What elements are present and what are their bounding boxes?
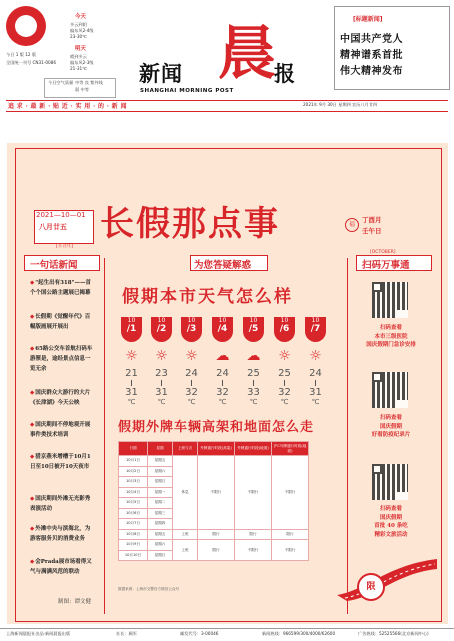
date-cell: 10月7日 [119, 519, 148, 530]
date-cell: 10月1日 [119, 456, 148, 467]
footer-item: 上海新闻晨报社出品·新闻晨报出版 [6, 631, 71, 636]
column-header: 上班与否 [173, 442, 198, 456]
qr-code-icon[interactable] [372, 464, 408, 500]
weather-day [274, 317, 295, 406]
news-item[interactable]: ◆外滩中央与滨海北，为游客服务贝的消费业务 [30, 526, 91, 542]
temp-high: 32 [278, 387, 291, 398]
weather-day [181, 317, 202, 406]
news-item[interactable]: ◆国庆期间外滩无光影秀表演活动 [30, 496, 91, 512]
bullet-icon: ◆ [30, 280, 35, 286]
table-row [119, 456, 309, 467]
masthead-english: SHANGHAI MORNING POST [140, 88, 234, 94]
ground-cell: 限行 [235, 529, 272, 540]
elevated-cell: 不限行 [198, 456, 235, 530]
bullet-icon: ◆ [30, 346, 35, 352]
sun-icon: ☼ [155, 348, 168, 364]
footer-item: 社长：顾军 [116, 631, 137, 636]
weather-today-line: 多云到阴 [70, 22, 87, 27]
partly-cloudy-icon: ☁ [246, 348, 261, 364]
column-header: 外牌通行时段(地面) [235, 442, 272, 456]
bullet-icon: ◆ [30, 422, 35, 428]
temp-low: 25 [278, 368, 291, 379]
elevated-cell: 限行 [198, 540, 235, 561]
date-cell: 10月3日 [119, 477, 148, 488]
temp-unit: ℃ [249, 398, 258, 406]
date-cell: 10月10日 [119, 550, 148, 561]
news-item[interactable]: ◆国庆群众大游行的大片《长津湖》今天公映 [30, 390, 91, 406]
day-flag: 10 /3 [181, 317, 202, 342]
date-cell: 10月8日 [119, 529, 148, 540]
weather-tomorrow-label: 明天 [75, 46, 87, 52]
column-divider [104, 258, 105, 614]
bullet-icon: ◆ [30, 496, 35, 502]
day-flag: 10 /1 [121, 317, 142, 342]
lunar-day: 壬午日 [362, 227, 382, 235]
headline-tag: [标题新闻] [353, 16, 383, 23]
weather-day [243, 317, 264, 406]
weekday-cell: 星期四 [148, 519, 173, 530]
feature-banner: 长假那点事 [100, 204, 280, 244]
temp-high: 31 [155, 387, 168, 398]
editor-credit: 制图：谭文健 [58, 599, 92, 605]
gregorian-date: 2021—10—01 [36, 211, 86, 219]
weekday-cell: 星期五 [148, 456, 173, 467]
temp-high: 31 [125, 387, 138, 398]
work-status-cell: 上班 [173, 529, 198, 540]
table-row [119, 540, 309, 551]
footer-item: 新闻热线：966599/300/4000/62600 [262, 631, 336, 636]
temp-unit: ℃ [157, 398, 166, 406]
footer-item: 广告热线：52525566(北京新闻中心) [358, 631, 429, 636]
lunar-date: 八月廿五 [39, 222, 67, 231]
ground-cell: 不限行 [235, 540, 272, 561]
weekday-cell: 星期日 [148, 477, 173, 488]
headline-link[interactable]: 伟大精神发布 [340, 66, 403, 77]
column-header: 日期 [119, 442, 148, 456]
bullet-icon: ◆ [30, 390, 35, 396]
date-cell: 10月6日 [119, 508, 148, 519]
road-illustration [337, 555, 437, 601]
date-cell: 10月4日 [119, 487, 148, 498]
weather-day [151, 317, 172, 406]
right-column-title: 扫码万事通 [362, 260, 410, 271]
ground-cell: 不限行 [235, 456, 272, 530]
c-plate-cell: 不限行 [272, 456, 309, 530]
sun-icon: ☼ [278, 348, 291, 364]
issue-date: 2021年 9月 30日 星期四 农历八月廿四 [303, 102, 378, 107]
temp-unit: ℃ [187, 398, 196, 406]
bullet-icon: ◆ [30, 314, 35, 320]
lunar-month: 丁酉月 [362, 216, 382, 224]
weather-tomorrow-line: 21-31℃ [70, 66, 87, 71]
bullet-icon: ◆ [30, 454, 35, 460]
newspaper-logo [6, 6, 46, 46]
work-status-cell: 休息 [173, 456, 198, 530]
elevated-cell: 限行 [198, 529, 235, 540]
weekday-cell: 星期六 [148, 466, 173, 477]
column-header: 沪C号牌通行时段(地面) [272, 442, 309, 456]
headline-link[interactable]: 精神谱系首批 [340, 50, 403, 61]
headline-link[interactable]: 中国共产党人 [340, 34, 403, 45]
weekday-cell: 星期五 [148, 529, 173, 540]
weekday-cell: 星期一 [148, 487, 173, 498]
slogan: 追求·最新·贴近·实用·的·新闻 [8, 103, 130, 110]
temp-high: 32 [216, 387, 229, 398]
qr-code-icon[interactable] [372, 282, 408, 318]
fortune-seal-icon: 福 [345, 218, 359, 232]
qr-code-icon[interactable] [372, 372, 408, 408]
weekday-cell: 星期三 [148, 508, 173, 519]
day-flag: 10 /6 [274, 317, 295, 342]
sun-icon: ☼ [309, 348, 322, 364]
bullet-icon: ◆ [30, 526, 35, 532]
weekday-cell: 星期日 [148, 550, 173, 561]
weather-tomorrow-line: 偏东风2-3级 [70, 60, 94, 65]
temp-low: 21 [125, 368, 138, 379]
bullet-icon: ◆ [30, 559, 35, 565]
air-quality-line: 今日空气质量 [48, 80, 74, 85]
traffic-limit-sign-icon: 限 [357, 573, 385, 601]
news-item[interactable]: ◆国庆期间不停地观开展事件类技术培训 [30, 422, 91, 438]
temp-high: 31 [309, 387, 322, 398]
issue-info-line-2: 全国统一刊号 CN31-0086 [6, 60, 57, 65]
temp-high: 33 [247, 387, 260, 398]
weekday-cell: 星期二 [148, 498, 173, 509]
masthead-title-right: 报 [274, 61, 296, 86]
news-item[interactable]: ◆"起生出有318"——首个个国公路主题展已揭幕 [30, 280, 91, 296]
sun-icon: ☼ [185, 348, 198, 364]
traffic-table [118, 441, 309, 561]
qr-caption: 扫码查看 国庆假期 好看防疫纪录片 [371, 415, 411, 438]
issue-info-line-1: 今日 1 版 12 版 [6, 52, 37, 57]
weather-today-line: 偏东风2-4级 [70, 28, 94, 33]
work-status-cell: 上班 [173, 540, 198, 561]
day-flag: 10 /5 [243, 317, 264, 342]
news-item[interactable]: ◆长假期《觉醒年代》百幅版画展开展出 [30, 314, 91, 330]
air-quality-line: 弱 中等 [75, 87, 89, 92]
date-cell: 10月5日 [119, 498, 148, 509]
month-english: [OCTOBER] [370, 250, 396, 255]
mid-column-title: 为您答疑解惑 [194, 260, 252, 271]
masthead-title-left: 新闻 [139, 61, 183, 86]
partly-cloudy-icon: ☁ [215, 348, 230, 364]
temp-low: 24 [216, 368, 229, 379]
day-flag: 10 /7 [305, 317, 326, 342]
left-column-title: 一句话新闻 [30, 260, 78, 271]
sun-icon: ☼ [125, 348, 138, 364]
table-row [119, 529, 309, 540]
table-header-row [119, 442, 309, 456]
traffic-section-title: 假期外牌车辆高架和地面怎么走 [118, 420, 315, 435]
news-item[interactable]: ◆65路公交车首航扫码车游票是，途经景点信息一览无余 [30, 346, 93, 372]
temp-low: 24 [309, 368, 322, 379]
qr-caption: 扫码查看 本市三级医院 国庆假期门急诊安排 [366, 325, 416, 348]
column-header: 外牌通行时段(高架) [198, 442, 235, 456]
qr-caption: 扫码查看 国庆假期 首批 40 条吃 精彩文旅活动 [374, 506, 408, 538]
c-plate-cell: 限行 [272, 529, 309, 540]
year-tag: [辛丑年] [56, 244, 74, 249]
news-item[interactable]: ◆会Prada展市场看得又气与满满风范的联动 [30, 559, 92, 575]
weekday-cell: 星期六 [148, 540, 173, 551]
weather-day [305, 317, 326, 406]
day-flag: 10 /4 [212, 317, 233, 342]
date-cell: 10月9日 [119, 540, 148, 551]
temp-unit: ℃ [218, 398, 227, 406]
temp-unit: ℃ [127, 398, 136, 406]
masthead-title-big: 晨 [218, 19, 277, 87]
day-flag: 10 /2 [151, 317, 172, 342]
temp-unit: ℃ [311, 398, 320, 406]
weather-today-line: 23-30℃ [70, 34, 87, 39]
weather-day [121, 317, 142, 406]
temp-low: 24 [185, 368, 198, 379]
weather-tomorrow-line: 晴到多云 [70, 54, 87, 59]
c-plate-cell: 不限行 [272, 540, 309, 561]
air-quality-line: 中等 良 紫外线 [75, 80, 103, 85]
date-cell: 10月2日 [119, 466, 148, 477]
footer-item: 邮发代号：3-00046 [180, 631, 219, 636]
column-header: 星期 [148, 442, 173, 456]
temp-unit: ℃ [280, 398, 289, 406]
weather-day [212, 317, 233, 406]
weather-today-label: 今天 [75, 14, 87, 20]
temp-low: 23 [155, 368, 168, 379]
temp-high: 32 [185, 387, 198, 398]
data-source-note: 数据来源：上海市交警官方微信公众号 [118, 587, 180, 591]
news-item[interactable]: ◆猎京燕米增槽于10月1日至10日被开10天夜市 [30, 454, 91, 470]
weather-section-title: 假期本市天气怎么样 [122, 287, 293, 307]
temp-low: 25 [247, 368, 260, 379]
